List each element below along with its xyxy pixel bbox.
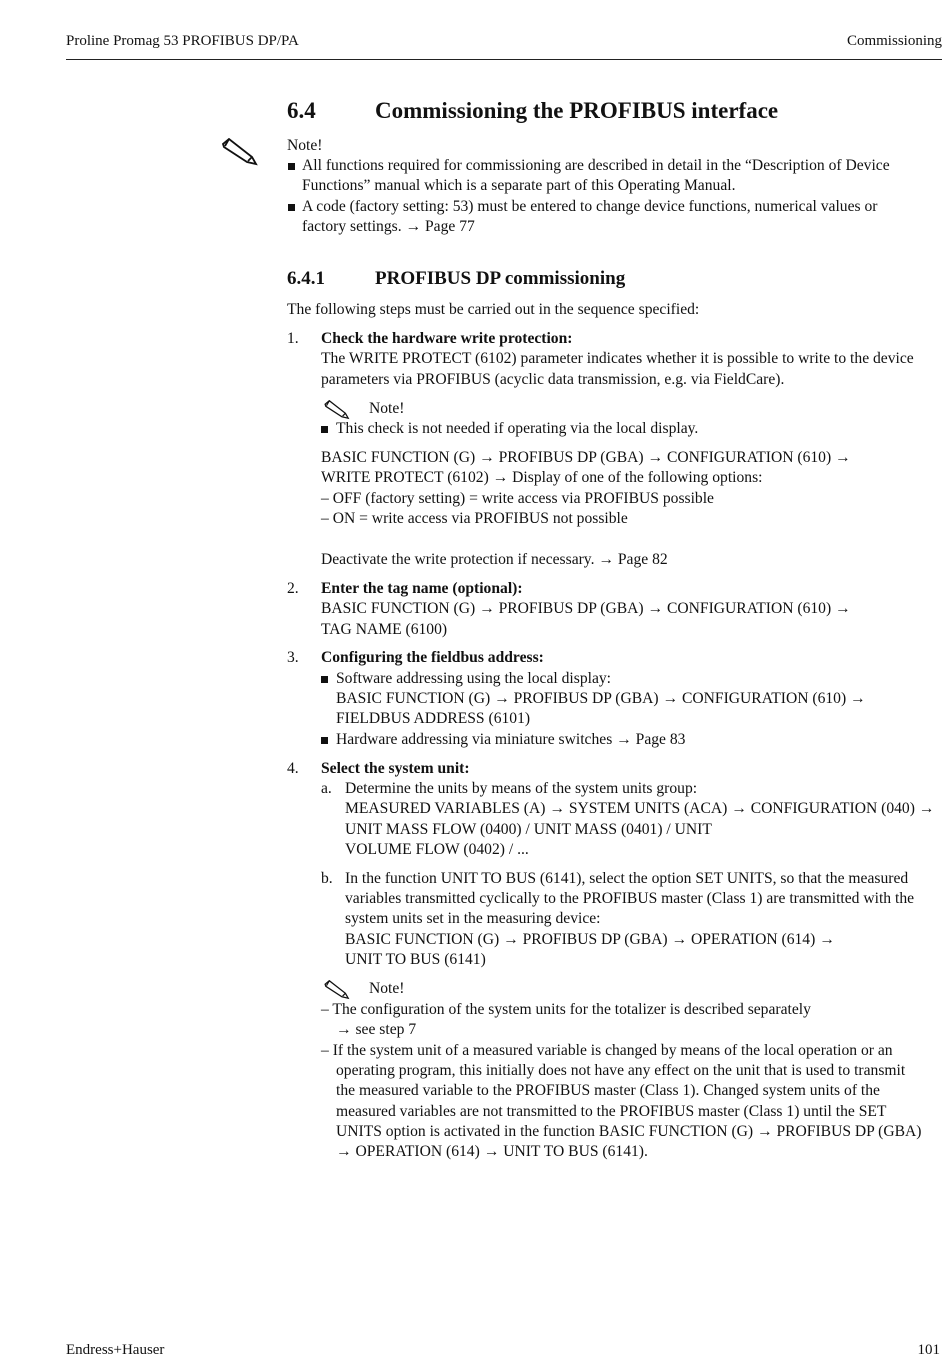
note-text: All functions required for commissioning are described in detail in the “Description of Device bbox=[302, 157, 890, 174]
note-pencil-icon bbox=[220, 138, 260, 171]
item-text: system units set in the measuring device: bbox=[345, 910, 601, 927]
note-text: – If the system unit of a measured variable is changed by means of the local operation or an bbox=[321, 1042, 893, 1059]
option-text: – ON = write access via PROFIBUS not possible bbox=[321, 510, 628, 527]
menu-path: FIELDBUS ADDRESS (6101) bbox=[336, 710, 531, 727]
menu-path: UNIT TO BUS (6141) bbox=[345, 951, 486, 968]
note-text: the measured variable to the PROFIBUS master (Class 1). Changed system units of the bbox=[336, 1082, 880, 1099]
subsection-number: 6.4.1 bbox=[287, 268, 325, 289]
subsection-title: PROFIBUS DP commissioning bbox=[375, 268, 626, 289]
menu-path: VOLUME FLOW (0402) / ... bbox=[345, 841, 529, 858]
step-title: Select the system unit: bbox=[321, 760, 470, 777]
option-text: – OFF (factory setting) = write access via PROFIBUS possible bbox=[321, 490, 714, 507]
step-text: parameters via PROFIBUS (acyclic data transmission, e.g. via FieldCare). bbox=[321, 371, 785, 388]
running-header-chapter: Commissioning bbox=[846, 33, 942, 49]
running-header-title: Proline Promag 53 PROFIBUS DP/PA bbox=[66, 33, 299, 49]
note-label: Note! bbox=[369, 980, 405, 997]
bullet-square bbox=[321, 426, 328, 433]
note-text: UNITS option is activated in the function BASIC FUNCTION (G) → PROFIBUS DP (GBA) bbox=[336, 1123, 922, 1140]
menu-path: BASIC FUNCTION (G) → PROFIBUS DP (GBA) → CONFIGURATION (610) → bbox=[321, 449, 851, 466]
menu-path: WRITE PROTECT (6102) → Display of one of the following options: bbox=[321, 469, 763, 486]
item-letter: a. bbox=[321, 780, 332, 797]
note-text: operating program, this initially does not have any effect on the unit that is used to transmit bbox=[336, 1062, 906, 1079]
note-label: Note! bbox=[287, 137, 323, 154]
note-text: measured variables are not transmitted to the PROFIBUS master (Class 1) until the SET bbox=[336, 1103, 887, 1120]
item-text: In the function UNIT TO BUS (6141), select the option SET UNITS, so that the measured bbox=[345, 870, 909, 887]
menu-path: MEASURED VARIABLES (A) → SYSTEM UNITS (ACA) → CONFIGURATION (040) → bbox=[345, 800, 935, 817]
note-text: This check is not needed if operating via the local display. bbox=[336, 420, 699, 437]
bullet-text: Hardware addressing via miniature switches → Page 83 bbox=[336, 731, 686, 748]
note-pencil-icon bbox=[323, 980, 351, 1005]
step-number: 3. bbox=[287, 649, 299, 666]
note-text: → see step 7 bbox=[336, 1021, 417, 1038]
note-text: factory settings. → Page 77 bbox=[302, 218, 475, 235]
step-number: 1. bbox=[287, 330, 299, 347]
menu-path: BASIC FUNCTION (G) → PROFIBUS DP (GBA) → OPERATION (614) → bbox=[345, 931, 835, 948]
note-text: A code (factory setting: 53) must be entered to change device functions, numerical values or bbox=[302, 198, 878, 215]
bullet-square bbox=[321, 737, 328, 744]
note-text: – The configuration of the system units for the totalizer is described separately bbox=[321, 1001, 811, 1018]
bullet-square bbox=[288, 204, 295, 211]
step-title: Check the hardware write protection: bbox=[321, 330, 573, 347]
note-text: → OPERATION (614) → UNIT TO BUS (6141). bbox=[336, 1143, 648, 1160]
step-number: 4. bbox=[287, 760, 299, 777]
menu-path: UNIT MASS FLOW (0400) / UNIT MASS (0401) / UNIT bbox=[345, 821, 712, 838]
note-pencil-icon bbox=[323, 400, 351, 425]
header-rule bbox=[66, 59, 942, 60]
menu-path: BASIC FUNCTION (G) → PROFIBUS DP (GBA) → CONFIGURATION (610) → bbox=[336, 690, 866, 707]
page-number: 101 bbox=[917, 1342, 940, 1358]
step-text: Deactivate the write protection if necessary. → Page 82 bbox=[321, 551, 668, 568]
note-text: Functions” manual which is a separate part of this Operating Manual. bbox=[302, 177, 736, 194]
section-title: Commissioning the PROFIBUS interface bbox=[375, 98, 779, 123]
item-letter: b. bbox=[321, 870, 333, 887]
bullet-text: Software addressing using the local display: bbox=[336, 670, 611, 687]
note-label: Note! bbox=[369, 400, 405, 417]
step-title: Configuring the fieldbus address: bbox=[321, 649, 544, 666]
menu-path: BASIC FUNCTION (G) → PROFIBUS DP (GBA) → CONFIGURATION (610) → bbox=[321, 600, 851, 617]
section-number: 6.4 bbox=[287, 98, 316, 123]
menu-path: TAG NAME (6100) bbox=[321, 621, 448, 638]
item-text: variables transmitted cyclically to the PROFIBUS master (Class 1) are transmitted with the bbox=[345, 890, 915, 907]
step-title: Enter the tag name (optional): bbox=[321, 580, 523, 597]
bullet-square bbox=[321, 676, 328, 683]
step-text: The WRITE PROTECT (6102) parameter indicates whether it is possible to write to the device bbox=[321, 350, 914, 367]
bullet-square bbox=[288, 163, 295, 170]
footer-brand: Endress+Hauser bbox=[66, 1342, 165, 1358]
step-number: 2. bbox=[287, 580, 299, 597]
intro-text: The following steps must be carried out in the sequence specified: bbox=[287, 301, 700, 318]
item-text: Determine the units by means of the system units group: bbox=[345, 780, 698, 797]
